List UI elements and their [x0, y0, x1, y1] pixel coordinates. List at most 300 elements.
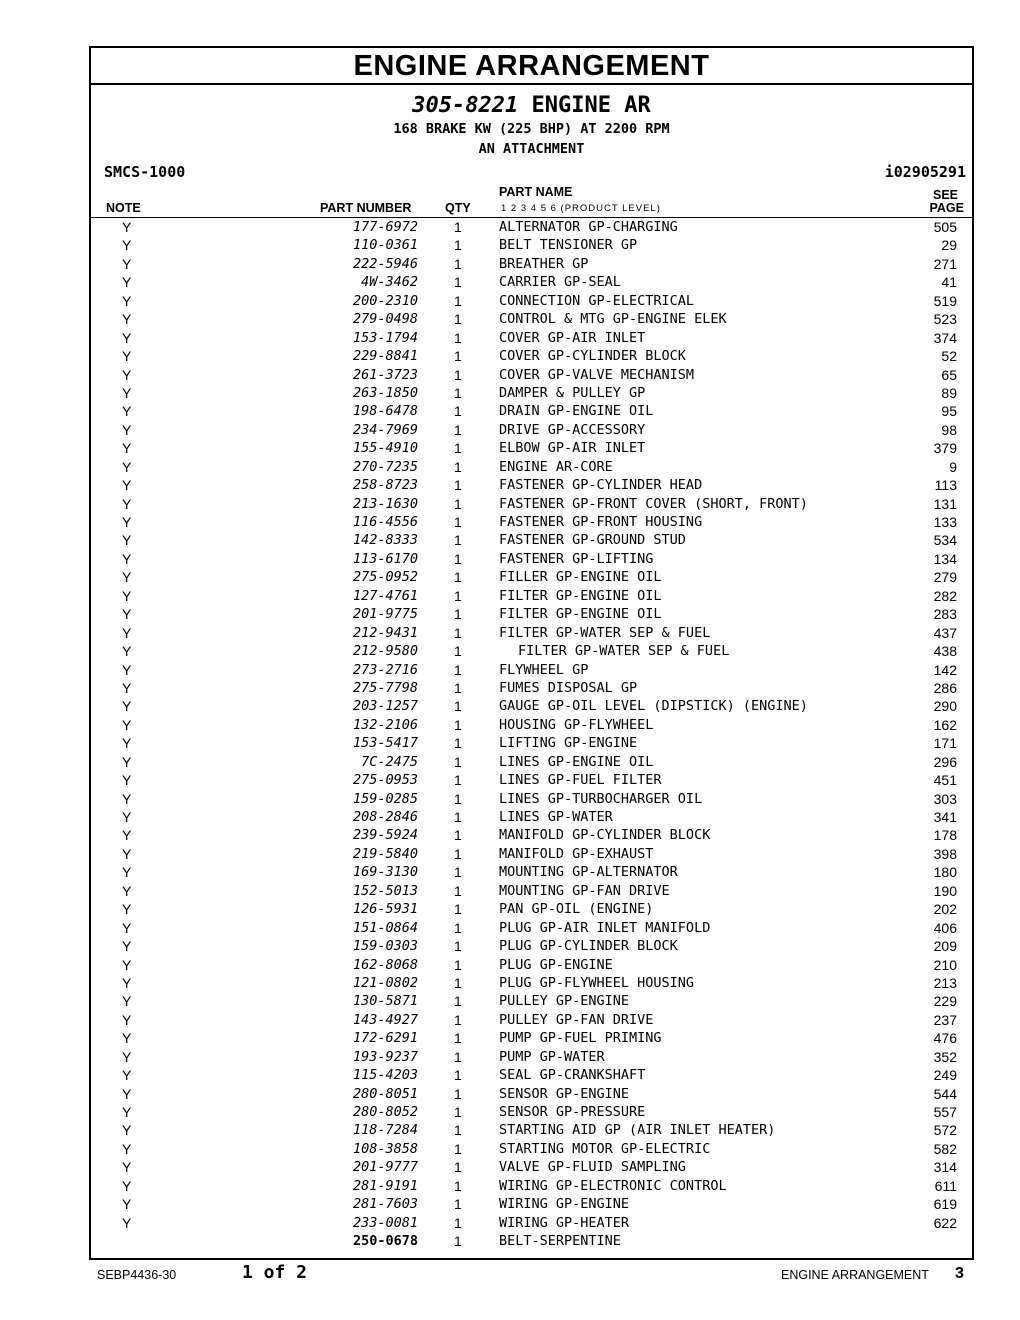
part-number-cell: 115-4203	[352, 1067, 418, 1084]
part-name-cell: PLUG GP-CYLINDER BLOCK	[499, 938, 678, 955]
qty-cell: 1	[454, 845, 462, 862]
qty-cell: 1	[454, 735, 462, 752]
part-name-cell: FILTER GP-WATER SEP & FUEL	[518, 643, 730, 660]
see-page-cell: 190	[933, 882, 957, 899]
qty-cell: 1	[454, 1085, 462, 1102]
part-name-cell: PULLEY GP-ENGINE	[499, 993, 630, 1010]
table-row	[91, 900, 972, 918]
table-row	[91, 697, 972, 715]
see-page-cell: 9	[949, 458, 957, 475]
part-number-cell: 233-0081	[352, 1214, 418, 1231]
table-row	[91, 1103, 972, 1121]
see-page-cell: 572	[933, 1122, 957, 1139]
note-cell: Y	[122, 809, 132, 825]
table-row	[91, 624, 972, 642]
qty-cell: 1	[454, 827, 462, 844]
part-name-cell: MANIFOLD GP-EXHAUST	[499, 845, 654, 862]
part-number-cell: 177-6972	[352, 219, 418, 235]
part-name-cell: PLUG GP-FLYWHEEL HOUSING	[499, 974, 695, 991]
assembly-header	[91, 85, 972, 163]
table-row	[91, 439, 972, 457]
see-page-cell: 505	[933, 219, 957, 235]
part-number-cell: 263-1850	[352, 384, 418, 401]
see-page-cell: 352	[933, 1048, 957, 1065]
assembly-rating: 168 BRAKE KW (225 BHP) AT 2200 RPM	[393, 121, 670, 137]
see-page-cell: 237	[933, 1011, 957, 1028]
qty-cell: 1	[454, 440, 462, 457]
column-header-product-levels: 1 2 3 4 5 6 (PRODUCT LEVEL)	[501, 203, 661, 214]
table-row	[91, 292, 972, 310]
table-row	[91, 1085, 972, 1103]
qty-cell: 1	[454, 753, 462, 770]
note-cell: Y	[122, 901, 132, 918]
see-page-cell: 229	[933, 993, 957, 1010]
note-cell: Y	[122, 1214, 132, 1231]
table-row	[91, 1232, 972, 1250]
see-page-cell: 282	[933, 587, 957, 604]
qty-cell: 1	[454, 864, 462, 881]
note-cell: Y	[122, 753, 132, 770]
qty-cell: 1	[454, 974, 462, 991]
part-number-cell: 261-3723	[352, 366, 418, 383]
note-cell: Y	[122, 606, 132, 623]
see-page-cell: 438	[933, 643, 957, 660]
qty-cell: 1	[454, 384, 462, 401]
part-number-cell: 127-4761	[352, 587, 418, 604]
table-row	[91, 771, 972, 789]
part-number-cell: 229-8841	[352, 348, 418, 365]
note-cell: Y	[122, 292, 132, 309]
note-cell: Y	[122, 421, 132, 438]
note-cell: Y	[122, 827, 132, 844]
part-name-cell: WIRING GP-ELECTRONIC CONTROL	[499, 1177, 727, 1194]
note-cell: Y	[122, 956, 132, 973]
note-cell: Y	[122, 624, 132, 641]
see-page-cell: 557	[933, 1104, 957, 1120]
part-name-cell: HOUSING GP-FLYWHEEL	[499, 716, 654, 733]
qty-cell: 1	[454, 403, 462, 420]
part-name-cell: DRAIN GP-ENGINE OIL	[499, 403, 654, 420]
assembly-part-number: 305-8221	[412, 93, 519, 118]
part-name-cell: CARRIER GP-SEAL	[499, 274, 621, 291]
part-name-cell: GAUGE GP-OIL LEVEL (DIPSTICK) (ENGINE)	[499, 698, 808, 715]
table-row	[91, 661, 972, 679]
part-name-cell: FASTENER GP-GROUND STUD	[499, 532, 686, 549]
part-number-cell: 7C-2475	[361, 753, 418, 770]
part-number-cell: 213-1630	[352, 495, 418, 512]
see-page-cell: 180	[933, 864, 957, 881]
part-name-cell: STARTING MOTOR GP-ELECTRIC	[499, 1140, 711, 1157]
part-number-cell: 172-6291	[352, 1030, 418, 1047]
part-name-cell: FASTENER GP-CYLINDER HEAD	[499, 477, 703, 494]
note-cell: Y	[122, 772, 132, 789]
table-row	[91, 882, 972, 900]
part-number-cell: 222-5946	[352, 255, 418, 272]
part-number-cell: 273-2716	[352, 661, 418, 678]
part-number-cell: 280-8052	[352, 1104, 418, 1120]
table-row	[91, 1140, 972, 1158]
see-page-cell: 52	[941, 348, 957, 365]
note-cell: Y	[122, 864, 132, 881]
table-row	[91, 1121, 972, 1139]
note-cell: Y	[122, 1085, 132, 1102]
see-page-cell: 341	[933, 809, 957, 825]
note-cell: Y	[122, 1048, 132, 1065]
table-row	[91, 329, 972, 347]
note-cell: Y	[122, 845, 132, 862]
see-page-cell: 178	[933, 827, 957, 844]
table-row	[91, 366, 972, 384]
column-header-part-name: PART NAME	[499, 185, 573, 199]
column-header-page: PAGE	[929, 201, 964, 215]
qty-cell: 1	[454, 329, 462, 346]
note-cell: Y	[122, 1104, 132, 1120]
part-name-cell: SEAL GP-CRANKSHAFT	[499, 1067, 646, 1084]
part-number-cell: 279-0498	[352, 311, 418, 328]
table-row	[91, 218, 972, 236]
footer-page-number: 3	[955, 1265, 964, 1282]
qty-cell: 1	[454, 809, 462, 825]
qty-cell: 1	[454, 366, 462, 383]
note-cell: Y	[122, 643, 132, 660]
qty-cell: 1	[454, 495, 462, 512]
part-number-cell: 201-9777	[352, 1159, 418, 1176]
note-cell: Y	[122, 882, 132, 899]
table-row	[91, 402, 972, 420]
note-cell: Y	[122, 366, 132, 383]
part-number-cell: 130-5871	[352, 993, 418, 1010]
parts-table-body	[91, 218, 972, 1251]
assembly-name: ENGINE AR	[531, 93, 651, 118]
part-number-cell: 159-0285	[352, 790, 418, 807]
see-page-cell: 113	[934, 477, 957, 494]
see-page-cell: 210	[933, 956, 957, 973]
part-name-cell: VALVE GP-FLUID SAMPLING	[499, 1159, 686, 1176]
part-number-cell: 212-9580	[352, 643, 418, 660]
table-row	[91, 495, 972, 513]
part-name-cell: FLYWHEEL GP	[499, 661, 589, 678]
qty-cell: 1	[454, 1122, 462, 1139]
see-page-cell: 437	[933, 624, 957, 641]
see-page-cell: 279	[933, 569, 957, 586]
page-title: ENGINE ARRANGEMENT	[91, 48, 972, 85]
reference-id: i02905291	[884, 163, 966, 181]
part-number-cell: 275-0952	[352, 569, 418, 586]
table-row	[91, 956, 972, 974]
part-name-cell: STARTING AID GP (AIR INLET HEATER)	[499, 1122, 776, 1139]
qty-cell: 1	[454, 624, 462, 641]
part-name-cell: BELT-SERPENTINE	[499, 1233, 621, 1250]
see-page-cell: 65	[941, 366, 957, 383]
see-page-cell: 249	[933, 1067, 957, 1084]
table-row	[91, 384, 972, 402]
qty-cell: 1	[454, 993, 462, 1010]
part-number-cell: 113-6170	[352, 550, 418, 567]
qty-cell: 1	[454, 1067, 462, 1084]
part-name-cell: COVER GP-CYLINDER BLOCK	[499, 348, 686, 365]
part-name-cell: LINES GP-FUEL FILTER	[499, 772, 662, 789]
see-page-cell: 406	[933, 919, 957, 936]
table-row	[91, 1066, 972, 1084]
note-cell: Y	[122, 1067, 132, 1084]
note-cell: Y	[122, 532, 132, 549]
column-header-note: NOTE	[106, 201, 141, 215]
qty-cell: 1	[454, 606, 462, 623]
page-footer	[0, 1262, 1020, 1292]
note-cell: Y	[122, 495, 132, 512]
part-name-cell: BREATHER GP	[499, 255, 589, 272]
note-cell: Y	[122, 938, 132, 955]
table-row	[91, 1011, 972, 1029]
see-page-cell: 41	[941, 274, 957, 291]
part-number-cell: 142-8333	[352, 532, 418, 549]
part-name-cell: PLUG GP-AIR INLET MANIFOLD	[499, 919, 711, 936]
part-name-cell: PAN GP-OIL (ENGINE)	[499, 901, 654, 918]
see-page-cell: 271	[933, 255, 957, 272]
part-number-cell: 280-8051	[352, 1085, 418, 1102]
column-header-part-number: PART NUMBER	[320, 201, 412, 215]
note-cell: Y	[122, 1196, 132, 1213]
note-cell: Y	[122, 1159, 132, 1176]
note-cell: Y	[122, 698, 132, 715]
part-number-cell: 118-7284	[352, 1122, 418, 1139]
table-row	[91, 1048, 972, 1066]
note-cell: Y	[122, 274, 132, 291]
see-page-cell: 290	[933, 698, 957, 715]
part-number-cell: 200-2310	[352, 292, 418, 309]
note-cell: Y	[122, 311, 132, 328]
qty-cell: 1	[454, 919, 462, 936]
note-cell: Y	[122, 458, 132, 475]
smcs-code: SMCS-1000	[104, 163, 186, 181]
table-row	[91, 255, 972, 273]
qty-cell: 1	[454, 421, 462, 438]
part-number-cell: 203-1257	[352, 698, 418, 715]
part-name-cell: ELBOW GP-AIR INLET	[499, 440, 646, 457]
qty-cell: 1	[454, 1196, 462, 1213]
see-page-cell: 95	[941, 403, 957, 420]
part-number-cell: 162-8068	[352, 956, 418, 973]
table-row	[91, 236, 972, 254]
qty-cell: 1	[454, 938, 462, 955]
note-cell: Y	[122, 550, 132, 567]
table-row	[91, 550, 972, 568]
part-name-cell: MOUNTING GP-FAN DRIVE	[499, 882, 670, 899]
table-row	[91, 513, 972, 531]
qty-cell: 1	[454, 1011, 462, 1028]
see-page-cell: 286	[933, 679, 957, 696]
part-number-cell: 121-0802	[352, 974, 418, 991]
part-number-cell: 270-7235	[352, 458, 418, 475]
part-number-cell: 110-0361	[352, 237, 418, 254]
qty-cell: 1	[454, 255, 462, 272]
table-row	[91, 421, 972, 439]
table-row	[91, 826, 972, 844]
part-number-cell: 132-2106	[352, 716, 418, 733]
see-page-cell: 476	[933, 1030, 957, 1047]
table-row	[91, 790, 972, 808]
part-number-cell: 126-5931	[352, 901, 418, 918]
part-name-cell: LIFTING GP-ENGINE	[499, 735, 638, 752]
see-page-cell: 374	[933, 329, 957, 346]
note-cell: Y	[122, 348, 132, 365]
note-cell: Y	[122, 661, 132, 678]
see-page-cell: 544	[933, 1085, 957, 1102]
qty-cell: 1	[454, 569, 462, 586]
note-cell: Y	[122, 790, 132, 807]
part-number-cell: 281-7603	[352, 1196, 418, 1213]
qty-cell: 1	[454, 587, 462, 604]
table-row	[91, 587, 972, 605]
see-page-cell: 534	[933, 532, 957, 549]
qty-cell: 1	[454, 458, 462, 475]
part-name-cell: PUMP GP-FUEL PRIMING	[499, 1030, 662, 1047]
see-page-cell: 283	[933, 606, 957, 623]
table-row	[91, 458, 972, 476]
qty-cell: 1	[454, 311, 462, 328]
part-name-cell: FILTER GP-ENGINE OIL	[499, 606, 662, 623]
table-row	[91, 310, 972, 328]
table-row	[91, 808, 972, 826]
part-name-cell: COVER GP-AIR INLET	[499, 329, 646, 346]
part-number-cell: 4W-3462	[361, 274, 418, 291]
part-number-cell: 258-8723	[352, 477, 418, 494]
part-name-cell: COVER GP-VALVE MECHANISM	[499, 366, 695, 383]
part-number-cell: 275-7798	[352, 679, 418, 696]
qty-cell: 1	[454, 348, 462, 365]
part-name-cell: SENSOR GP-ENGINE	[499, 1085, 630, 1102]
part-number-cell: 208-2846	[352, 809, 418, 825]
see-page-cell: 398	[933, 845, 957, 862]
qty-cell: 1	[454, 477, 462, 494]
part-name-cell: ALTERNATOR GP-CHARGING	[499, 219, 678, 235]
note-cell: Y	[122, 477, 132, 494]
table-row	[91, 734, 972, 752]
note-cell: Y	[122, 735, 132, 752]
column-headers	[91, 185, 972, 218]
qty-cell: 1	[454, 698, 462, 715]
part-name-cell: SENSOR GP-PRESSURE	[499, 1104, 646, 1120]
note-cell: Y	[122, 440, 132, 457]
qty-cell: 1	[454, 679, 462, 696]
part-name-cell: WIRING GP-HEATER	[499, 1214, 630, 1231]
qty-cell: 1	[454, 790, 462, 807]
table-row	[91, 476, 972, 494]
part-name-cell: FILTER GP-ENGINE OIL	[499, 587, 662, 604]
see-page-cell: 314	[933, 1159, 957, 1176]
see-page-cell: 131	[933, 495, 957, 512]
see-page-cell: 523	[933, 311, 957, 328]
part-number-cell: 219-5840	[352, 845, 418, 862]
note-cell: Y	[122, 237, 132, 254]
note-cell: Y	[122, 1122, 132, 1139]
qty-cell: 1	[454, 1214, 462, 1231]
note-cell: Y	[122, 569, 132, 586]
qty-cell: 1	[454, 1177, 462, 1194]
see-page-cell: 296	[933, 753, 957, 770]
table-row	[91, 347, 972, 365]
note-cell: Y	[122, 219, 132, 235]
see-page-cell: 379	[933, 440, 957, 457]
part-name-cell: FUMES DISPOSAL GP	[499, 679, 638, 696]
qty-cell: 1	[454, 1233, 462, 1250]
table-row	[91, 1195, 972, 1213]
part-name-cell: DRIVE GP-ACCESSORY	[499, 421, 646, 438]
see-page-cell: 202	[933, 901, 957, 918]
note-cell: Y	[122, 255, 132, 272]
see-page-cell: 142	[933, 661, 957, 678]
part-number-cell: 159-0303	[352, 938, 418, 955]
qty-cell: 1	[454, 901, 462, 918]
qty-cell: 1	[454, 219, 462, 235]
see-page-cell: 133	[933, 514, 957, 530]
column-header-see: SEE	[932, 188, 958, 202]
part-number-cell: 239-5924	[352, 827, 418, 844]
part-name-cell: MANIFOLD GP-CYLINDER BLOCK	[499, 827, 711, 844]
part-number-cell: 153-5417	[352, 735, 418, 752]
part-number-cell: 281-9191	[352, 1177, 418, 1194]
see-page-cell: 134	[933, 550, 957, 567]
table-row	[91, 753, 972, 771]
table-row	[91, 273, 972, 291]
part-number-cell: 198-6478	[352, 403, 418, 420]
part-name-cell: LINES GP-TURBOCHARGER OIL	[499, 790, 703, 807]
qty-cell: 1	[454, 1030, 462, 1047]
table-row	[91, 642, 972, 660]
note-cell: Y	[122, 1140, 132, 1157]
see-page-cell: 162	[933, 716, 957, 733]
qty-cell: 1	[454, 514, 462, 530]
part-number-cell: 201-9775	[352, 606, 418, 623]
part-number-cell: 143-4927	[352, 1011, 418, 1028]
part-name-cell: CONTROL & MTG GP-ENGINE ELEK	[499, 311, 727, 328]
see-page-cell: 619	[933, 1196, 957, 1213]
footer-doc-number: SEBP4436-30	[97, 1268, 177, 1282]
see-page-cell: 29	[941, 237, 957, 254]
part-name-cell: MOUNTING GP-ALTERNATOR	[499, 864, 678, 881]
see-page-cell: 209	[933, 938, 957, 955]
note-cell: Y	[122, 1030, 132, 1047]
note-cell: Y	[122, 514, 132, 530]
qty-cell: 1	[454, 772, 462, 789]
qty-cell: 1	[454, 237, 462, 254]
qty-cell: 1	[454, 550, 462, 567]
part-name-cell: LINES GP-WATER	[499, 809, 613, 825]
part-name-cell: ENGINE AR-CORE	[499, 458, 613, 475]
table-row	[91, 1029, 972, 1047]
part-name-cell: FILLER GP-ENGINE OIL	[499, 569, 662, 586]
column-header-qty: QTY	[445, 201, 471, 215]
table-row	[91, 974, 972, 992]
see-page-cell: 451	[933, 772, 957, 789]
part-number-cell: 169-3130	[352, 864, 418, 881]
part-name-cell: FASTENER GP-FRONT HOUSING	[499, 514, 703, 530]
qty-cell: 1	[454, 1048, 462, 1065]
note-cell: Y	[122, 993, 132, 1010]
note-cell: Y	[122, 974, 132, 991]
note-cell: Y	[122, 329, 132, 346]
part-number-cell: 250-0678	[352, 1233, 418, 1250]
see-page-cell: 213	[933, 974, 957, 991]
qty-cell: 1	[454, 292, 462, 309]
assembly-attachment: AN ATTACHMENT	[478, 141, 585, 157]
part-number-cell: 212-9431	[352, 624, 418, 641]
part-number-cell: 155-4910	[352, 440, 418, 457]
table-row	[91, 863, 972, 881]
assembly-title	[91, 85, 972, 119]
qty-cell: 1	[454, 1140, 462, 1157]
qty-cell: 1	[454, 643, 462, 660]
